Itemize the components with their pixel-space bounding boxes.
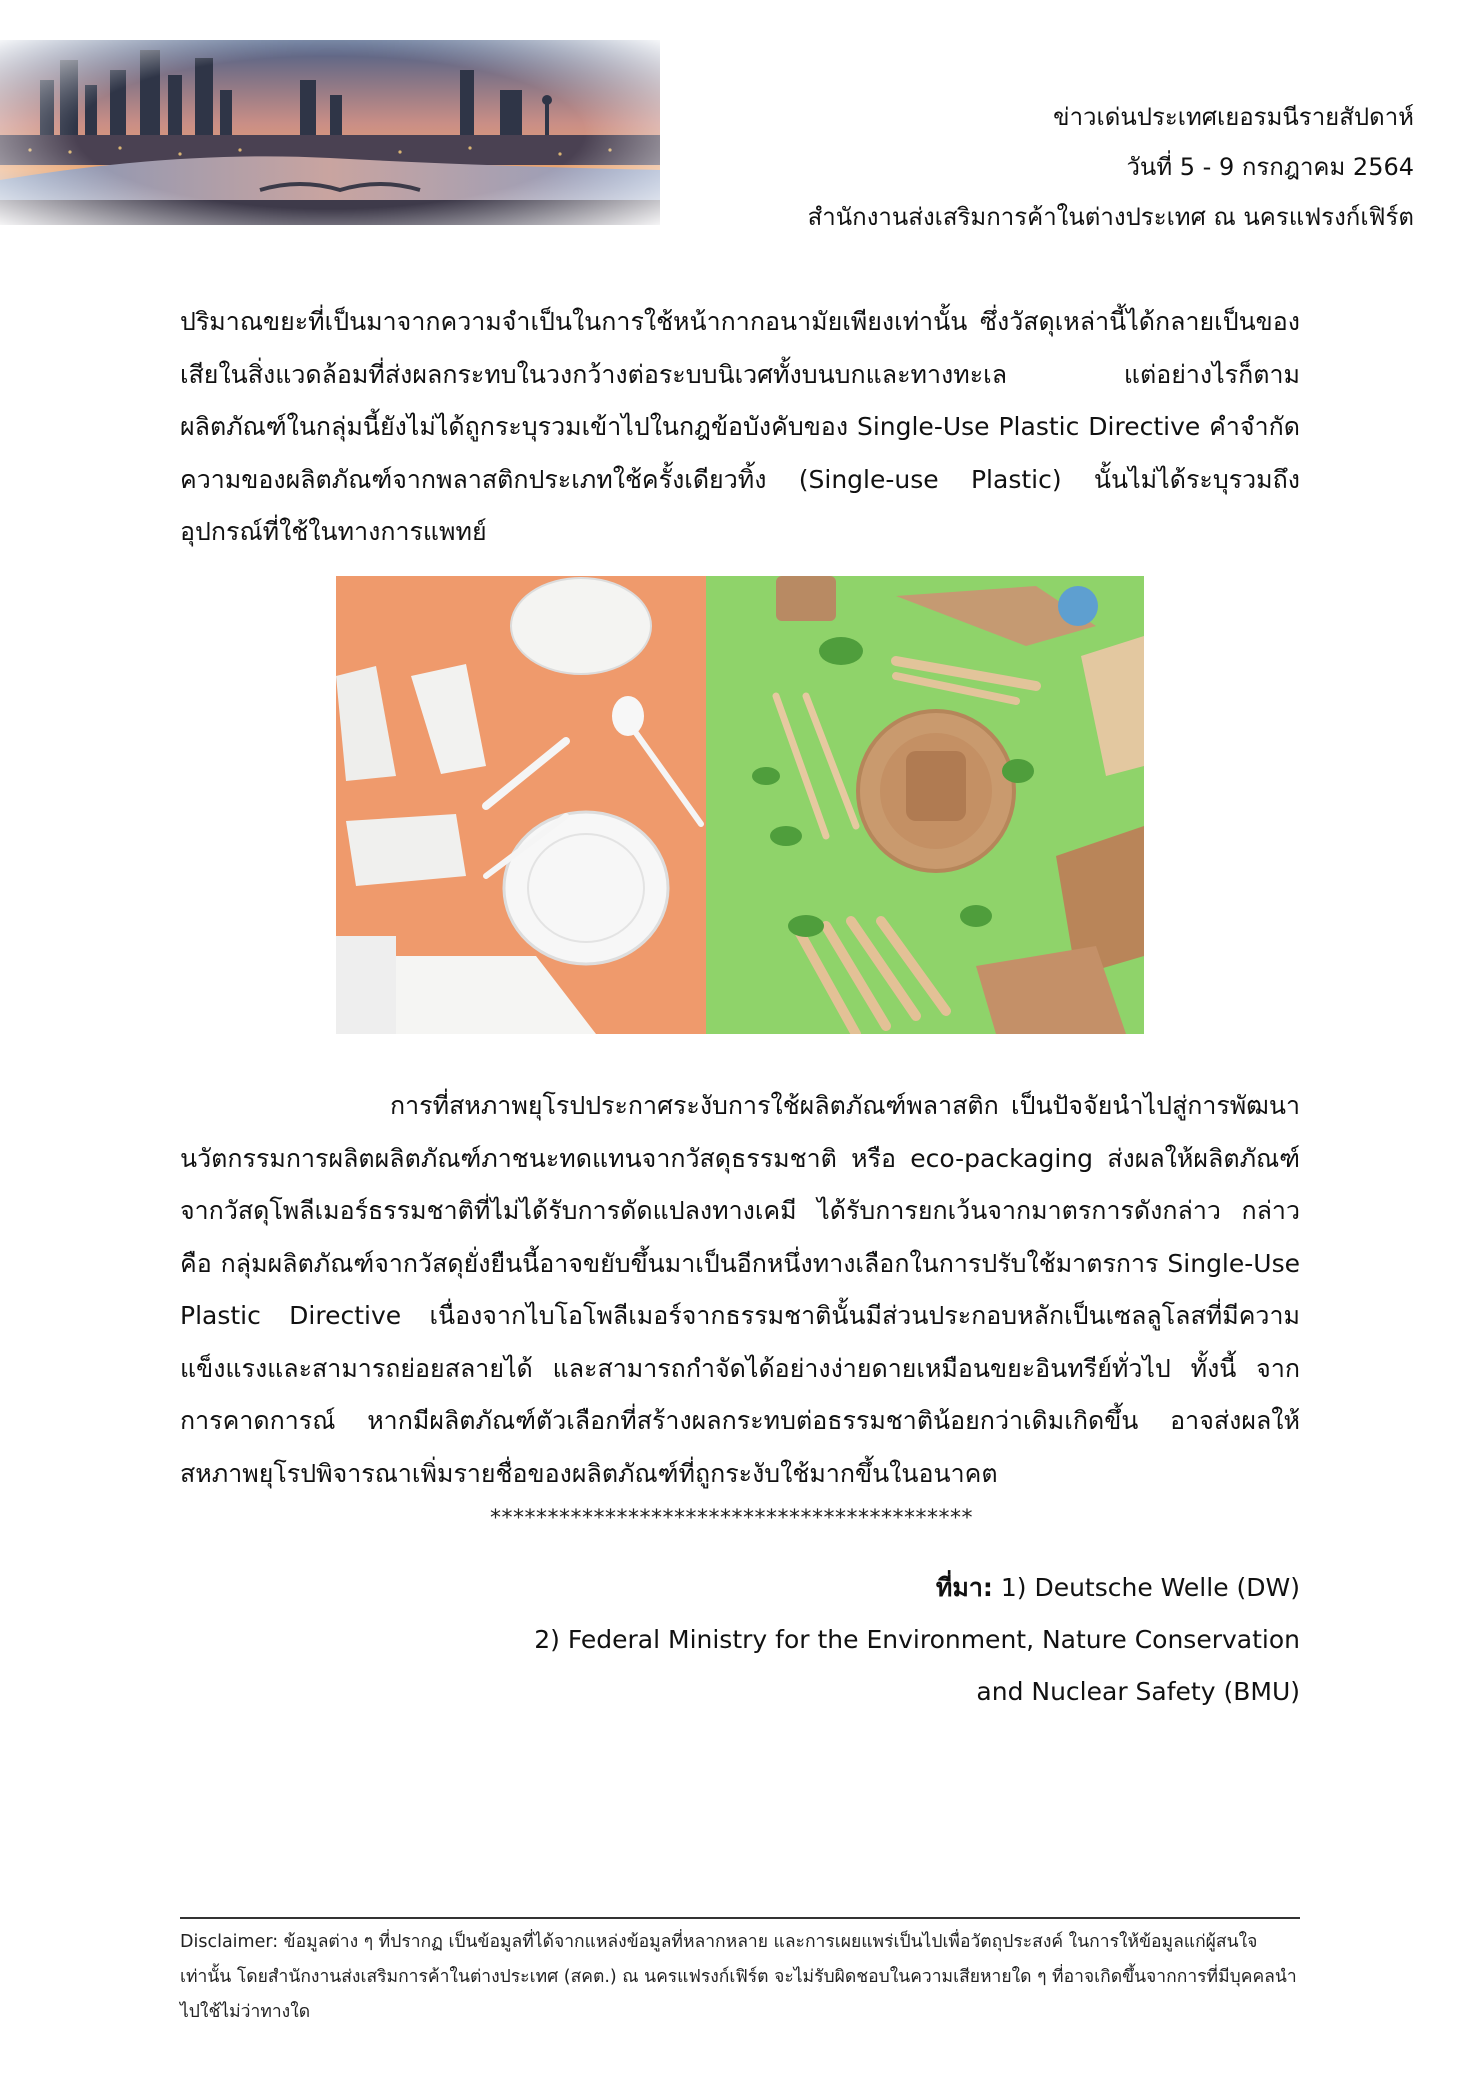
report-header: [808, 92, 1414, 242]
report-title: ข่าวเด่นประเทศเยอรมนีรายสัปดาห์: [1053, 103, 1414, 131]
body-paragraph-1: ปริมาณขยะที่เป็นมาจากความจำเป็นในการใช้หน้ากากอนามัยเพียงเท่านั้น ซึ่งวัสดุเหล่านี้ได้กลายเป็นของเสียในสิ่งแวดล้อมที่ส่งผลกระทบในวงกว้างต่อระบบนิเวศทั้งบนบกและทางทะเล แต่อย่างไรก็ตาม ผลิตภัณฑ์ในกลุ่มนี้ยังไม่ได้ถูกระบุรวมเข้าไปในกฎข้อบังคับของ Single-Use Plastic Directive คำจำกัดความของผลิตภัณฑ์จากพลาสติกประเภทใช้ครั้งเดียวทิ้ง (Single-use Plastic) นั้นไม่ได้ระบุรวมถึงอุปกรณ์ที่ใช้ในทางการแพทย์: [180, 307, 1300, 546]
source-1: 1) Deutsche Welle (DW): [992, 1573, 1300, 1602]
source-2-line-1: 2) Federal Ministry for the Environment, Nature Conservation: [534, 1625, 1300, 1654]
report-office: สำนักงานส่งเสริมการค้าในต่างประเทศ ณ นครแฟรงก์เฟิร์ต: [807, 203, 1414, 231]
source-2-line-2: and Nuclear Safety (BMU): [976, 1677, 1300, 1706]
sources-block: [534, 1562, 1300, 1718]
source-line-1: [534, 1562, 1300, 1614]
plastic-vs-eco-packaging-photo: [336, 576, 1144, 1034]
footer-divider: [180, 1917, 1300, 1919]
sources-label: ที่มา:: [935, 1573, 993, 1602]
header-banner-image: [0, 40, 660, 225]
separator-line: ******************************************: [490, 1506, 973, 1531]
report-date: วันที่ 5 - 9 กรกฎาคม 2564: [1126, 153, 1414, 181]
disclaimer-text: Disclaimer: ข้อมูลต่าง ๆ ที่ปรากฏ เป็นข้อมูลที่ได้จากแหล่งข้อมูลที่หลากหลาย และการเผยแพร่เป็นไปเพื่อวัตถุประสงค์ ในการให้ข้อมูลแก่ผู้สนใจเท่านั้น โดยสำนักงานส่งเสริมการค้าในต่างประเทศ (สคต.) ณ นครแฟรงก์เฟิร์ต จะไม่รับผิดชอบในความเสียหายใด ๆ ที่อาจเกิดขึ้นจากการที่มีบุคคลนำไปใช้ไม่ว่าทางใด: [180, 1932, 1297, 2022]
body-paragraph-2: การที่สหภาพยุโรปประกาศระงับการใช้ผลิตภัณฑ์พลาสติก เป็นปัจจัยนำไปสู่การพัฒนานวัตกรรมการผลิตผลิตภัณฑ์ภาชนะทดแทนจากวัสดุธรรมชาติ หรือ eco-packaging ส่งผลให้ผลิตภัณฑ์จากวัสดุโพลีเมอร์ธรรมชาติที่ไม่ได้รับการดัดแปลงทางเคมี ได้รับการยกเว้นจากมาตรการดังกล่าว กล่าวคือ กลุ่มผลิตภัณฑ์จากวัสดุยั่งยืนนี้อาจขยับขึ้นมาเป็นอีกหนึ่งทางเลือกในการปรับใช้มาตรการ Single-Use Plastic Directive เนื่องจากไบโอโพลีเมอร์จากธรรมชาตินั้นมีส่วนประกอบหลักเป็นเซลลูโลสที่มีความแข็งแรงและสามารถย่อยสลายได้ และสามารถกำจัดได้อย่างง่ายดายเหมือนขยะอินทรีย์ทั่วไป ทั้งนี้ จากการคาดการณ์ หากมีผลิตภัณฑ์ตัวเลือกที่สร้างผลกระทบต่อธรรมชาติน้อยกว่าเดิมเกิดขึ้น อาจส่งผลให้สหภาพยุโรปพิจารณาเพิ่มรายชื่อของผลิตภัณฑ์ที่ถูกระงับใช้มากขึ้นในอนาคต: [180, 1091, 1300, 1488]
